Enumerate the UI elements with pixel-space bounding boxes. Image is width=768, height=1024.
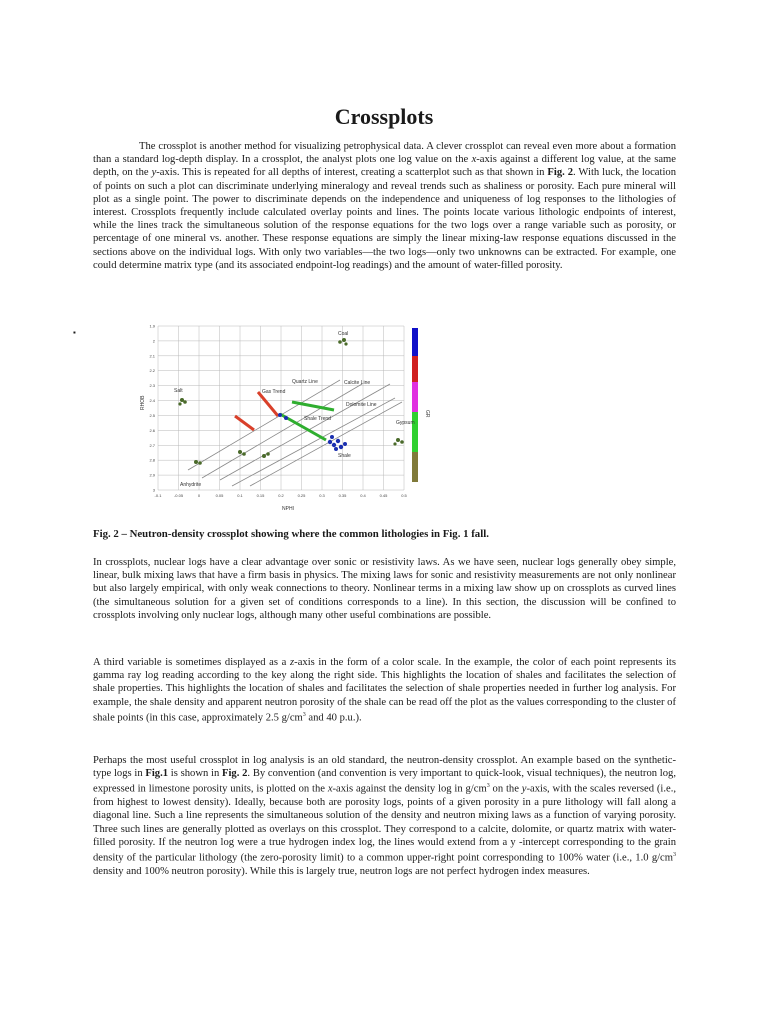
label-shale: Shale xyxy=(338,453,351,459)
x-tick-label: 0.5 xyxy=(401,493,407,498)
text-run: A third variable is sometimes displayed as a xyxy=(93,657,291,668)
y-tick-label: 2.2 xyxy=(149,368,155,374)
y-tick-label: 2 xyxy=(152,338,155,344)
figure-reference: Fig. 2 xyxy=(222,768,248,780)
colorbar-segment-magenta xyxy=(412,382,418,412)
gypsum-cluster xyxy=(396,438,400,442)
label-salt: Salt xyxy=(174,388,183,394)
crossplot-figure xyxy=(140,320,580,510)
paragraph-neutron-density xyxy=(93,754,676,878)
text-run: . By convention (and convention is very important to quick-look, visual techniques), the neutron log, expressed in limestone porosity units, is plotted on the xyxy=(93,768,676,795)
y-axis-label: RHOB xyxy=(140,395,146,410)
label-shale-trend: Shale Trend xyxy=(304,416,331,422)
salt-cluster xyxy=(178,402,181,405)
text-run: -axis. This is repeated for all depths of interest, creating a scatterplot such as that shown in xyxy=(156,167,548,179)
dolomite-cluster xyxy=(266,452,270,456)
shale-point xyxy=(332,443,336,447)
x-tick-label: -0.1 xyxy=(154,493,162,498)
x-tick-label: 0.2 xyxy=(278,493,284,498)
y-tick-label: 3 xyxy=(152,487,155,493)
figure-caption: Fig. 2 – Neutron-density crossplot showing where the common lithologies in Fig. 1 fall. xyxy=(93,528,489,540)
text-run-italic: x xyxy=(327,783,333,795)
label-calcite-line: Calcite Line xyxy=(344,380,371,386)
shale-point xyxy=(339,445,343,449)
superscript: 3 xyxy=(673,851,676,858)
label-quartz-line: Quartz Line xyxy=(292,379,318,385)
paragraph-third-variable xyxy=(93,656,676,725)
superscript: 3 xyxy=(486,783,490,790)
colorbar-segment-red xyxy=(412,356,418,382)
salt-cluster xyxy=(183,400,187,404)
colorbar-label: GR xyxy=(424,410,430,418)
text-run: -axis against a different log value, at the same depth, on the xyxy=(93,154,676,179)
superscript: 3 xyxy=(302,711,306,718)
colorbar-segment-green xyxy=(412,412,418,452)
paragraph-intro xyxy=(93,140,676,272)
y-tick-label: 2.7 xyxy=(149,442,155,448)
limestone-cluster xyxy=(242,452,246,456)
y-tick-label: 1.9 xyxy=(149,323,155,329)
anhydrite-cluster xyxy=(194,460,198,464)
text-run-italic: z xyxy=(290,657,295,668)
colorbar-segment-blue xyxy=(412,328,418,356)
figure-reference: Fig.1 xyxy=(145,768,169,780)
x-tick-label: 0.15 xyxy=(256,493,265,498)
x-tick-label: 0 xyxy=(197,493,201,498)
coal-cluster xyxy=(342,338,346,342)
x-tick-label: 0.4 xyxy=(360,493,366,498)
x-tick-label: -0.05 xyxy=(173,493,184,498)
shale-point xyxy=(328,440,332,444)
y-tick-label: 2.5 xyxy=(149,412,155,418)
colorbar-segment-olive xyxy=(412,452,418,482)
label-coal: Coal xyxy=(338,331,349,337)
gypsum-cluster xyxy=(393,442,396,445)
label-anhydrite: Anhydrite xyxy=(180,482,202,488)
label-dolomite-line: Dolomite Line xyxy=(346,402,377,408)
x-tick-label: 0.05 xyxy=(215,493,224,498)
bullet-marker: ▪ xyxy=(73,328,76,337)
shale-point xyxy=(343,442,347,446)
y-tick-label: 2.6 xyxy=(149,427,155,433)
y-tick-label: 2.4 xyxy=(149,398,155,404)
paragraph-nuclear-logs: In crossplots, nuclear logs have a clear advantage over sonic or resistivity laws. As we have seen, nuclear logs generally obey simple, linear, bulk mixing laws that have a firm basis in physics. The mixing laws for sonic and resistivity measurements are not only nonlinear but also largely empirical, with only weak connections to theory. Nonlinear terms in a mixing law show up on crossplots as curved lines (the simultaneous solution for a given set of conditions corresponds to a line). In this section, the discussion will be confined to crossplots involving only nuclear logs, although many other useful combinations are possible. xyxy=(93,557,676,621)
x-tick-label: 0.25 xyxy=(297,493,306,498)
y-tick-label: 2.8 xyxy=(149,457,155,463)
text-run: is shown in xyxy=(168,768,223,780)
label-gas-trend: Gas Trend xyxy=(262,389,286,395)
limestone-cluster xyxy=(238,450,242,454)
shale-point xyxy=(336,439,340,443)
shale-point xyxy=(284,416,288,420)
text-run: and 40 p.u.). xyxy=(305,712,362,724)
anhydrite-cluster xyxy=(198,461,202,465)
text-run: Perhaps the most useful crossplot in log analysis is an old standard, the neutron-density crossplot. An example based on the synthetic-type logs in xyxy=(93,755,676,780)
shale-point xyxy=(278,413,282,417)
x-tick-label: 0.45 xyxy=(379,493,388,498)
text-run: -axis against the density log in g/cm xyxy=(332,783,487,795)
x-axis-label: NPHI xyxy=(282,506,294,510)
coal-cluster xyxy=(338,340,342,344)
label-gypsum: Gypsum xyxy=(396,420,415,426)
text-run-italic: x xyxy=(471,154,477,166)
text-run-italic: y xyxy=(151,167,157,179)
figure-reference: Fig. 2 xyxy=(547,167,574,179)
y-tick-label: 2.3 xyxy=(149,383,155,389)
shale-point xyxy=(334,447,338,451)
text-run: The crossplot is another method for visualizing petrophysical data. A clever crossplot can reveal even more about a formation than a standard log-depth display. In a crossplot, the analyst plots one log value on the xyxy=(93,141,676,166)
dolomite-cluster xyxy=(262,454,266,458)
text-run-italic: y xyxy=(521,783,527,795)
page-title: Crossplots xyxy=(334,104,434,129)
y-tick-label: 2.1 xyxy=(149,353,155,359)
y-tick-label: 2.9 xyxy=(149,472,155,478)
gypsum-cluster xyxy=(400,440,404,444)
text-run: . With luck, the location of points on such a plot can discriminate underlying mineralogy and reveal trends such as shaliness or porosity. Each pure mineral will plot as a single point. The power to discriminate depends on the independence and uniqueness of log responses to the lithologies of interest. Crossplots frequently include calculated overlay points and lines. The points locate various lithologic endpoints of interest, while the lines track the simultaneous solution of the response equations for the two logs over a range variable such as porosity, or percentage of one mineral vs. another. These response equations are simply the linear mixing-law response equations discussed in the sections above on the individual logs. With only two variables—the two logs—only two unknowns can be extracted. For example, one could determine matrix type (and its associated endpoint-log readings) and the amount of water-filled porosity. xyxy=(93,167,676,271)
text-run: on the xyxy=(489,783,522,795)
text-run: -axis, with the scales reversed (i.e., from highest to lowest density). Ideally, because both are porosity logs, points of a given porosity in a pure lithology will fall along a diagonal line. Such a line represents the simultaneous solution of the density and neutron mixing laws as a function of varying porosity. Three such lines are generally plotted as overlays on this crossplot. They correspond to a calcite, dolomite, or quartz matrix with water-filled porosity. If the neutron log were a true hydrogen index log, the lines would extend from a y -intercept corresponding to the grain density of the particular lithology (the zero-porosity limit) to a common upper-right point corresponding to 100% water (i.e., 1.0 g/cm xyxy=(93,783,676,864)
text-run: density and 100% neutron porosity). While this is largely true, neutron logs are not perfect hydrogen index measures. xyxy=(93,865,590,877)
x-tick-label: 0.1 xyxy=(237,493,243,498)
figure-background xyxy=(140,320,580,510)
x-tick-label: 0.35 xyxy=(338,493,347,498)
shale-point xyxy=(330,435,334,439)
x-tick-label: 0.3 xyxy=(319,493,325,498)
coal-cluster xyxy=(344,342,347,345)
text-run: -axis in the form of a color scale. In the example, the color of each point represents its gamma ray log reading according to the key along the right side. This highlights the location of shales and facilitates the selection of shale properties. This highlights the location of shales and facilitates the selection of shale properties needed in further log analysis. For example, the shale density and apparent neutron porosity of the shale can be read off the plot as the values corresponding to the cluster of shale points (in this case, approximately 2.5 g/cm xyxy=(93,657,676,724)
crossplot-svg xyxy=(140,320,580,510)
